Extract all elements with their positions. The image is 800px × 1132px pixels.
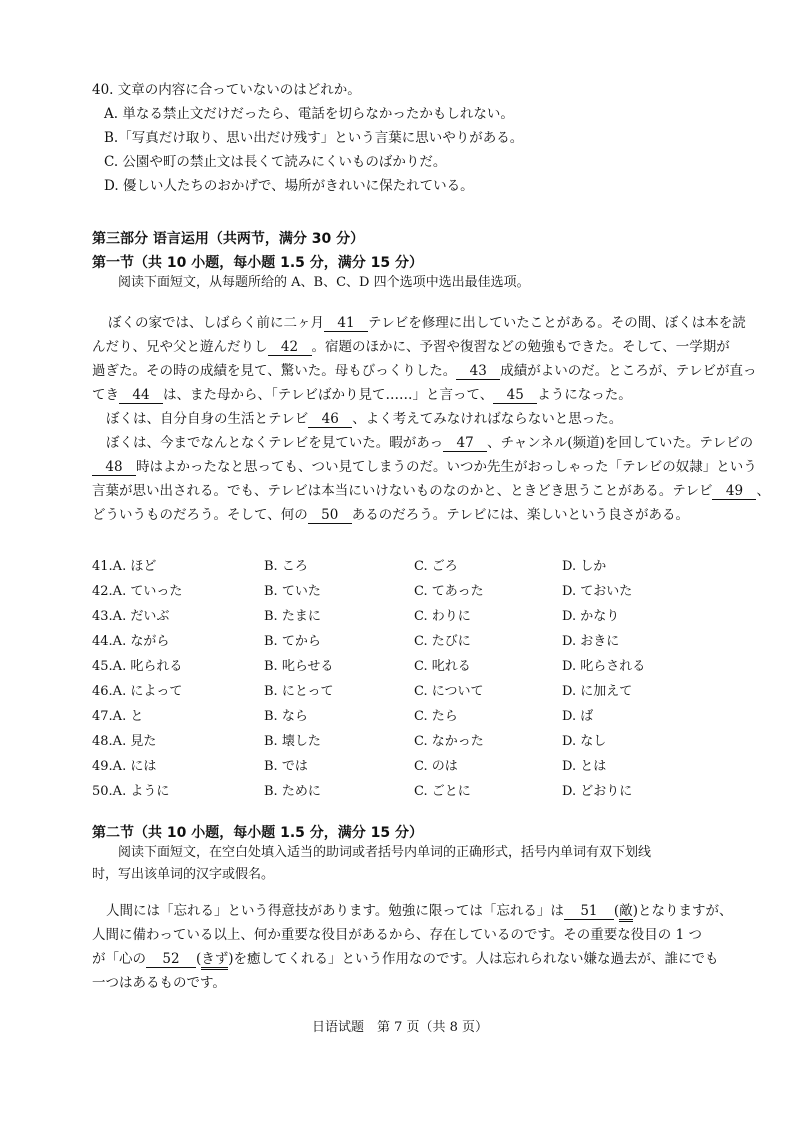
- blank-43: 43: [456, 363, 500, 380]
- choice-a: 44.A. ながら: [92, 634, 170, 649]
- choice-row: [92, 781, 712, 806]
- blank-45: 45: [493, 387, 537, 404]
- section2-heading: 第二节（共 10 小题，每小题 1.5 分，满分 15 分）: [92, 825, 424, 841]
- choice-c: C. ごろ: [414, 559, 458, 574]
- choice-b: B. ころ: [264, 559, 308, 574]
- passage-text: (: [196, 951, 202, 967]
- choice-a: 47.A. と: [92, 709, 144, 724]
- passage-text: ぼくは、自分自身の生活とテレビ: [106, 411, 309, 427]
- passage-1: [92, 311, 770, 527]
- section2-instruction-1: 阅读下面短文，在空白处填入适当的助词或者括号内单词的正确形式，括号内单词有双下划线: [118, 845, 652, 860]
- choice-d: D. おきに: [562, 634, 620, 649]
- choice-b: B. ていた: [264, 584, 321, 599]
- passage-2-line: [92, 923, 716, 947]
- choice-b: B. ために: [264, 784, 321, 799]
- choice-row: [92, 581, 712, 606]
- choice-b: B. 壊した: [264, 734, 321, 749]
- passage-1-line: [92, 311, 746, 335]
- question-40-option-c: C. 公園や町の禁止文は長くて読みにくいものばかりだ。: [104, 154, 447, 170]
- choice-a: 45.A. 叱られる: [92, 659, 183, 674]
- page-footer: 日语试题 第 7 页（共 8 页）: [311, 1020, 489, 1035]
- choice-row: [92, 556, 712, 581]
- passage-text: 、: [756, 483, 770, 499]
- passage-text: ぼくは、今までなんとなくテレビを見ていた。暇があっ: [106, 435, 444, 451]
- blank-51: 51: [564, 903, 614, 920]
- choice-c: C. たら: [414, 709, 458, 724]
- choice-row: [92, 631, 712, 656]
- choice-a: 43.A. だいぶ: [92, 609, 170, 624]
- passage-2-line: [92, 971, 716, 995]
- passage-text: 、チャンネル(频道)を回していた。テレビの: [487, 435, 754, 451]
- blank-49: 49: [712, 483, 756, 500]
- choice-b: B. では: [264, 759, 308, 774]
- passage-text: 一つはあるものです。: [92, 975, 226, 991]
- choice-row: [92, 756, 712, 781]
- passage-1-line: [92, 407, 716, 431]
- choice-b: B. にとって: [264, 684, 334, 699]
- choice-d: D. しか: [562, 559, 607, 574]
- passage-text: ようになった。: [537, 387, 632, 403]
- blank-52: 52: [146, 951, 196, 968]
- blank-41: 41: [324, 315, 368, 332]
- passage-text: )を癒してくれる」という作用なのです。人は忘れられない嫌な過去が、誰にでも: [228, 951, 719, 967]
- passage-text: (: [613, 903, 620, 919]
- choice-d: D. とは: [562, 759, 607, 774]
- passage-text: 。宿題のほかに、予習や復習などの勉強もできた。そして、一学期が: [311, 339, 730, 355]
- passage-text: んだり、兄や父と遊んだりし: [92, 339, 268, 355]
- passage-text: 言葉が思い出される。でも、テレビは本当にいけないものなのかと、ときどき思うことがある。テレビ: [92, 483, 713, 499]
- passage-1-line: [92, 335, 730, 359]
- question-40: [92, 78, 523, 198]
- choice-a: 49.A. には: [92, 759, 157, 774]
- choice-a: 48.A. 見た: [92, 734, 157, 749]
- choice-a: 41.A. ほど: [92, 559, 157, 574]
- section1-instruction: 阅读下面短文，从每题所给的 A、B、C、D 四个选项中选出最佳选项。: [118, 275, 530, 290]
- choice-b: B. なら: [264, 709, 308, 724]
- choice-d: D. 叱らされる: [562, 659, 646, 674]
- passage-1-line: [92, 383, 716, 407]
- choice-a: 50.A. ように: [92, 784, 170, 799]
- hint-word-51: 敵: [619, 903, 633, 922]
- choice-c: C. てあった: [414, 584, 484, 599]
- choice-row: [92, 731, 712, 756]
- passage-text: 、よく考えてみなければならないと思った。: [352, 411, 623, 427]
- choice-row: [92, 681, 712, 706]
- passage-1-line: [92, 455, 757, 479]
- passage-text: 人間に備わっている以上、何か重要な役目があるから、存在しているのです。その重要な役目の 1 つ: [92, 927, 702, 943]
- choice-b: B. てから: [264, 634, 321, 649]
- choice-c: C. のは: [414, 759, 458, 774]
- blank-50: 50: [308, 507, 352, 524]
- blank-44: 44: [119, 387, 163, 404]
- choice-row: [92, 656, 712, 681]
- question-40-option-b: B.「写真だけ取り、思い出だけ残す」という言葉に思いやりがある。: [104, 130, 524, 146]
- passage-1-line: [92, 503, 716, 527]
- passage-text: ぼくの家では、しばらく前に二ヶ月: [108, 315, 324, 331]
- choice-a: 46.A. によって: [92, 684, 183, 699]
- passage-text: 時はよかったなと思っても、つい見てしまうのだ。いつか先生がおっしゃった「テレビの奴隷」という: [136, 459, 757, 475]
- passage-2-line: [92, 947, 719, 971]
- choice-d: D. かなり: [562, 609, 620, 624]
- choice-c: C. なかった: [414, 734, 484, 749]
- passage-text: )となりますが、: [632, 903, 733, 919]
- hint-word-52: きず: [201, 951, 228, 970]
- choice-d: D. なし: [562, 734, 607, 749]
- choice-c: C. について: [414, 684, 484, 699]
- passage-text: どういうものだろう。そして、何の: [92, 507, 308, 523]
- passage-text: 過ぎた。その時の成績を見て、驚いた。母もびっくりした。: [92, 363, 457, 379]
- passage-1-line: [92, 431, 754, 455]
- choice-d: D. ば: [562, 709, 594, 724]
- section2-instruction-2: 时，写出该单词的汉字或假名。: [92, 867, 275, 882]
- passage-2: [92, 899, 733, 995]
- choice-b: B. 叱らせる: [264, 659, 334, 674]
- passage-text: あるのだろう。テレビには、楽しいという良さがある。: [351, 507, 689, 523]
- blank-46: 46: [308, 411, 352, 428]
- passage-text: てき: [92, 387, 119, 403]
- choice-row: [92, 606, 712, 631]
- section1-heading: 第一节（共 10 小题，每小题 1.5 分，满分 15 分）: [92, 255, 424, 271]
- blank-42: 42: [268, 339, 312, 356]
- choice-b: B. たまに: [264, 609, 321, 624]
- choice-d: D. に加えて: [562, 684, 633, 699]
- question-40-option-d: D. 優しい人たちのおかげで、場所がきれいに保たれている。: [104, 178, 474, 194]
- choice-a: 42.A. ていった: [92, 584, 183, 599]
- part3-heading: 第三部分 语言运用（共两节，满分 30 分）: [92, 231, 365, 247]
- choice-c: C. たびに: [414, 634, 471, 649]
- choice-row: [92, 706, 712, 731]
- question-40-stem: 40. 文章の内容に合っていないのはどれか。: [92, 82, 361, 98]
- passage-1-line: [92, 359, 757, 383]
- passage-1-line: [92, 479, 770, 503]
- choice-d: D. どおりに: [562, 784, 633, 799]
- blank-47: 47: [443, 435, 487, 452]
- question-40-option-a: A. 単なる禁止文だけだったら、電話を切らなかったかもしれない。: [104, 106, 514, 122]
- choice-c: C. わりに: [414, 609, 471, 624]
- passage-text: は、また母から、「テレビばかり見て……」と言って、: [163, 387, 494, 403]
- passage-2-line: [92, 899, 733, 923]
- blank-48: 48: [92, 459, 136, 476]
- passage-text: 人間には「忘れる」という得意技があります。勉強に限っては「忘れる」は: [106, 903, 564, 919]
- passage-text: 成績がよいのだ。ところが、テレビが直っ: [500, 363, 757, 379]
- choices-41-50: [92, 556, 712, 806]
- choice-c: C. ごとに: [414, 784, 471, 799]
- choice-d: D. ておいた: [562, 584, 633, 599]
- passage-text: が「心の: [92, 951, 146, 967]
- passage-text: テレビを修理に出していたことがある。その間、ぼくは本を読: [368, 315, 746, 331]
- choice-c: C. 叱れる: [414, 659, 471, 674]
